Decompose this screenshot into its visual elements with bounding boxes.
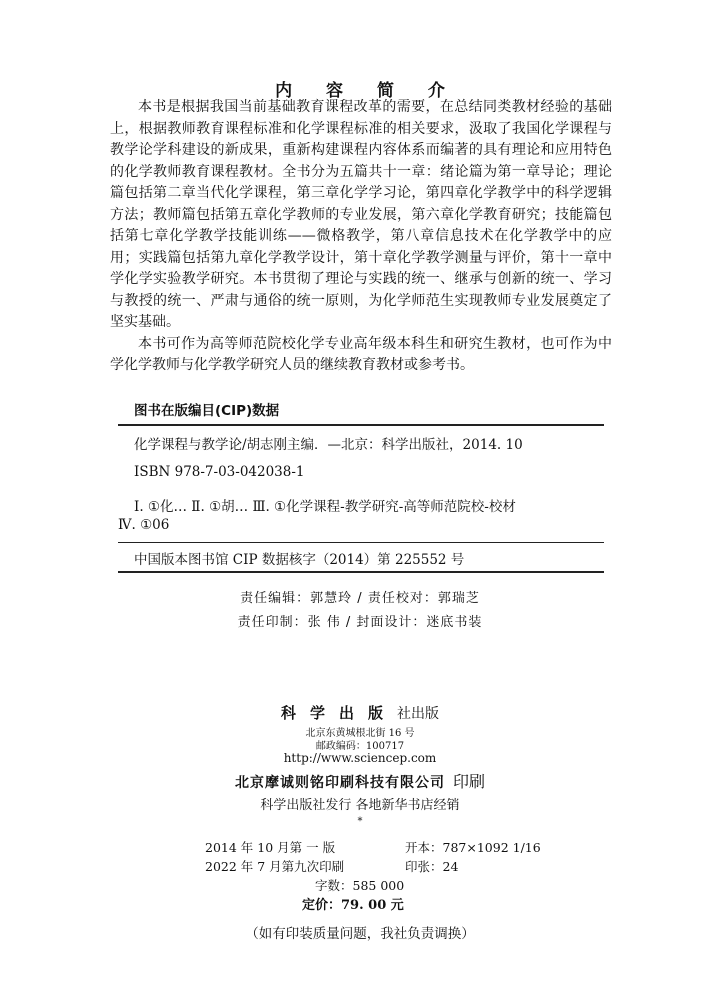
- cip-heading: 图书在版编目(CIP)数据: [134, 403, 280, 419]
- cip-record: 化学课程与教学论/胡志刚主编．—北京：科学出版社，2014. 10: [134, 437, 523, 453]
- publisher-line: [0, 702, 720, 723]
- format-info: 开本：787×1092 1/16: [405, 840, 541, 855]
- quality-note: （如有印装质量问题，我社负责调换）: [245, 926, 475, 942]
- word-count: 字数：585 000: [315, 878, 405, 893]
- cip-top-rule: [118, 424, 604, 426]
- separator-star: *: [357, 816, 363, 827]
- intro-section: [110, 97, 612, 377]
- publisher-name: 科学出版: [280, 704, 397, 722]
- credits-line-1: 责任编辑：郭慧玲 / 责任校对：郭瑞芝: [240, 591, 480, 606]
- printer-line: [0, 769, 720, 792]
- publisher-postcode: 邮政编码：100717: [315, 741, 405, 752]
- page-title: 内 容 简 介: [275, 81, 459, 101]
- cip-bottom-rule: [118, 571, 604, 573]
- printing-info: 2022 年 7 月第九次印刷: [205, 859, 345, 874]
- cip-isbn: ISBN 978-7-03-042038-1: [134, 464, 305, 480]
- publisher-suffix: 社出版: [397, 706, 439, 722]
- publisher-url: http://www.sciencep.com: [283, 751, 437, 765]
- intro-paragraph-1: 本书是根据我国当前基础教育课程改革的需要，在总结同类教材经验的基础上，根据教师教育课程标准和化学课程标准的相关要求，汲取了我国化学课程与教学论学科建设的新成果，重新构建课程内容体系而编著的具有理论和应用特色的化学教师教育课程教材。全书分为五篇共十一章：绪论篇为第一章导论；理论篇包括第二章当代化学课程，第三章化学学习论，第四章化学教学中的科学逻辑方法；教师篇包括第五章化学教师的专业发展，第六章化学教育研究；技能篇包括第七章化学教学技能训练——微格教学，第八章信息技术在化学教学中的应用；实践篇包括第九章化学教学设计，第十章化学教学测量与评价，第十一章中学化学实验教学研究。本书贯彻了理论与实践的统一、继承与创新的统一、学习与教授的统一、严肃与通俗的统一原则，为化学师范生实现教师专业发展奠定了坚实基础。: [110, 99, 612, 330]
- cip-classification-1: Ⅰ. ①化… Ⅱ. ①胡… Ⅲ. ①化学课程-教学研究-高等师范院校-校材: [134, 499, 516, 515]
- edition-info: 2014 年 10 月第 一 版: [205, 840, 336, 855]
- distribution-line: 科学出版社发行 各地新华书店经销: [260, 798, 460, 813]
- credits-line-2: 责任印制：张 伟 / 封面设计：迷底书装: [237, 615, 483, 630]
- printer-name: 北京摩诚则铭印刷科技有限公司: [234, 775, 445, 791]
- printer-suffix: 印刷: [452, 772, 485, 791]
- publisher-address: 北京东黄城根北街 16 号: [305, 728, 415, 739]
- price: 定价：79. 00 元: [302, 898, 404, 913]
- cip-classification-2: Ⅳ. ①06: [118, 517, 170, 533]
- spec-row-1: [205, 838, 541, 856]
- spec-row-2: [205, 857, 458, 875]
- intro-paragraph-2: 本书可作为高等师范院校化学专业高年级本科生和研究生教材，也可作为中学化学教师与化学教学研究人员的继续教育教材或参考书。: [110, 335, 612, 373]
- cip-core-number: 中国版本图书馆 CIP 数据核字（2014）第 225552 号: [134, 552, 465, 568]
- sheets-info: 印张：24: [405, 859, 459, 874]
- cip-middle-rule: [118, 542, 604, 543]
